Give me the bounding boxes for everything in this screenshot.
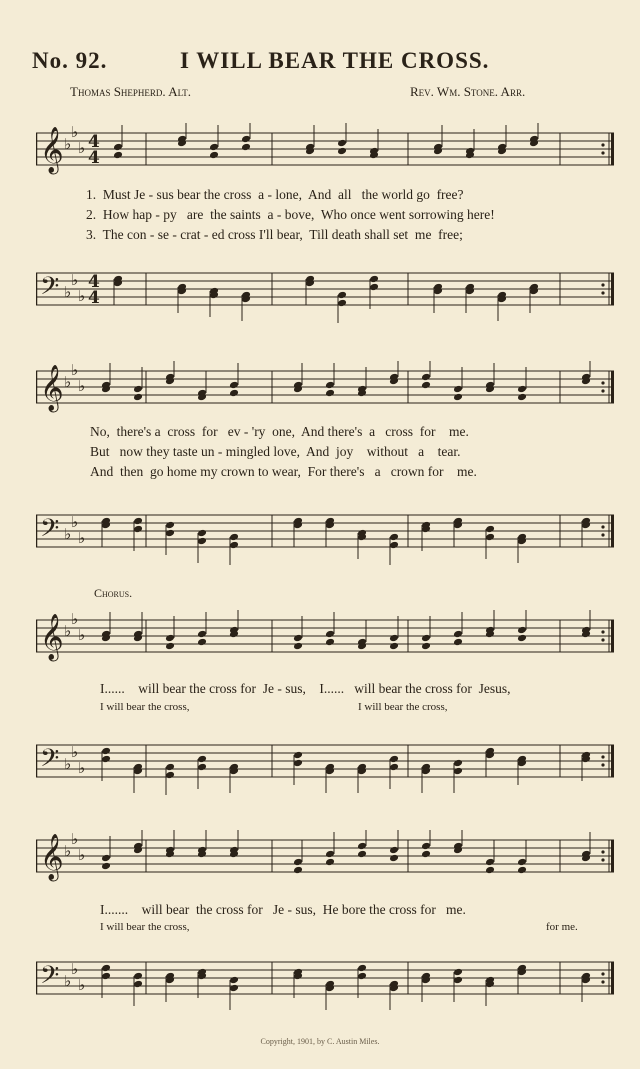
svg-text:𝄢: 𝄢	[40, 961, 60, 996]
svg-text:♭: ♭	[71, 610, 79, 628]
svg-text:4: 4	[88, 288, 100, 308]
svg-text:♭: ♭	[64, 135, 72, 153]
header	[30, 44, 610, 84]
svg-text:𝄞: 𝄞	[40, 834, 64, 880]
lyrics-verse-1: 1. Must Je - sus bear the cross a - lone, And all the world go free?	[86, 187, 464, 202]
svg-text:𝄞: 𝄞	[40, 365, 64, 411]
treble-staff-2	[36, 361, 614, 421]
chorus-sub-lyrics-2b: for me.	[546, 921, 578, 933]
svg-text:♭: ♭	[71, 361, 79, 379]
lyrics-verse-2: 2. How hap - py are the saints a - bove, Who once went sorrowing here!	[86, 207, 495, 222]
composer-credit: Thomas Shepherd. Alt.	[70, 84, 192, 99]
svg-text:♭: ♭	[78, 287, 86, 305]
svg-text:4: 4	[88, 272, 100, 292]
svg-text:♭: ♭	[64, 373, 72, 391]
svg-text:♭: ♭	[71, 513, 79, 531]
lyrics-verse-2b: But now they taste un - mingled love, And joy without a tear.	[90, 444, 461, 459]
chorus-sub-lyrics-1b: I will bear the cross,	[358, 701, 448, 713]
treble-staff-4	[36, 830, 614, 890]
bass-staff-2	[36, 505, 614, 565]
svg-text:♭: ♭	[78, 846, 86, 864]
credits	[30, 84, 610, 104]
svg-text:♭: ♭	[64, 525, 72, 543]
chorus-sub-lyrics-1a: I will bear the cross,	[100, 701, 190, 713]
lyrics-verse-3b: And then go home my crown to wear, For there's a crown for me.	[90, 464, 477, 479]
hymn-title: I WILL BEAR THE CROSS.	[180, 48, 490, 73]
svg-text:♭: ♭	[78, 139, 86, 157]
chorus-lyrics-1: I...... will bear the cross for Je - sus, I...... will bear the cross for Jesus,	[100, 681, 511, 696]
treble-staff-1	[36, 123, 614, 183]
svg-text:♭: ♭	[71, 123, 79, 141]
svg-text:4: 4	[88, 148, 100, 168]
svg-text:♭: ♭	[64, 972, 72, 990]
svg-text:𝄢: 𝄢	[40, 514, 60, 549]
treble-staff-3	[36, 610, 614, 670]
bass-staff-4	[36, 952, 614, 1012]
svg-text:♭: ♭	[64, 283, 72, 301]
svg-text:♭: ♭	[71, 271, 79, 289]
svg-text:♭: ♭	[64, 622, 72, 640]
svg-text:♭: ♭	[78, 529, 86, 547]
svg-text:♭: ♭	[71, 830, 79, 848]
bass-staff-3	[36, 735, 614, 795]
chorus-label: Chorus.	[94, 586, 133, 600]
svg-text:♭: ♭	[71, 960, 79, 978]
copyright-footer: Copyright, 1901, by C. Austin Miles.	[260, 1037, 380, 1046]
music-system-4	[36, 820, 614, 1020]
svg-text:4: 4	[88, 132, 100, 152]
svg-text:♭: ♭	[78, 626, 86, 644]
music-system-3	[36, 600, 614, 800]
svg-text:𝄞: 𝄞	[40, 127, 64, 173]
chorus-lyrics-2: I....... will bear the cross for Je - sus, He bore the cross for me.	[100, 902, 466, 917]
svg-text:♭: ♭	[78, 976, 86, 994]
lyrics-verse-1b: No, there's a cross for ev - 'ry one, And there's a cross for me.	[90, 424, 469, 439]
svg-text:♭: ♭	[78, 759, 86, 777]
svg-text:♭: ♭	[71, 743, 79, 761]
svg-text:♭: ♭	[64, 842, 72, 860]
lyrics-verse-3: 3. The con - se - crat - ed cross I'll bear, Till death shall set me free;	[86, 227, 463, 242]
svg-text:𝄢: 𝄢	[40, 744, 60, 779]
bass-staff-1	[36, 263, 614, 323]
arranger-credit: Rev. Wm. Stone. Arr.	[410, 84, 526, 99]
svg-text:♭: ♭	[64, 755, 72, 773]
svg-text:♭: ♭	[78, 377, 86, 395]
svg-text:𝄢: 𝄢	[40, 272, 60, 307]
hymn-number: No. 92.	[32, 48, 108, 73]
chorus-sub-lyrics-2a: I will bear the cross,	[100, 921, 190, 933]
svg-text:𝄞: 𝄞	[40, 614, 64, 660]
